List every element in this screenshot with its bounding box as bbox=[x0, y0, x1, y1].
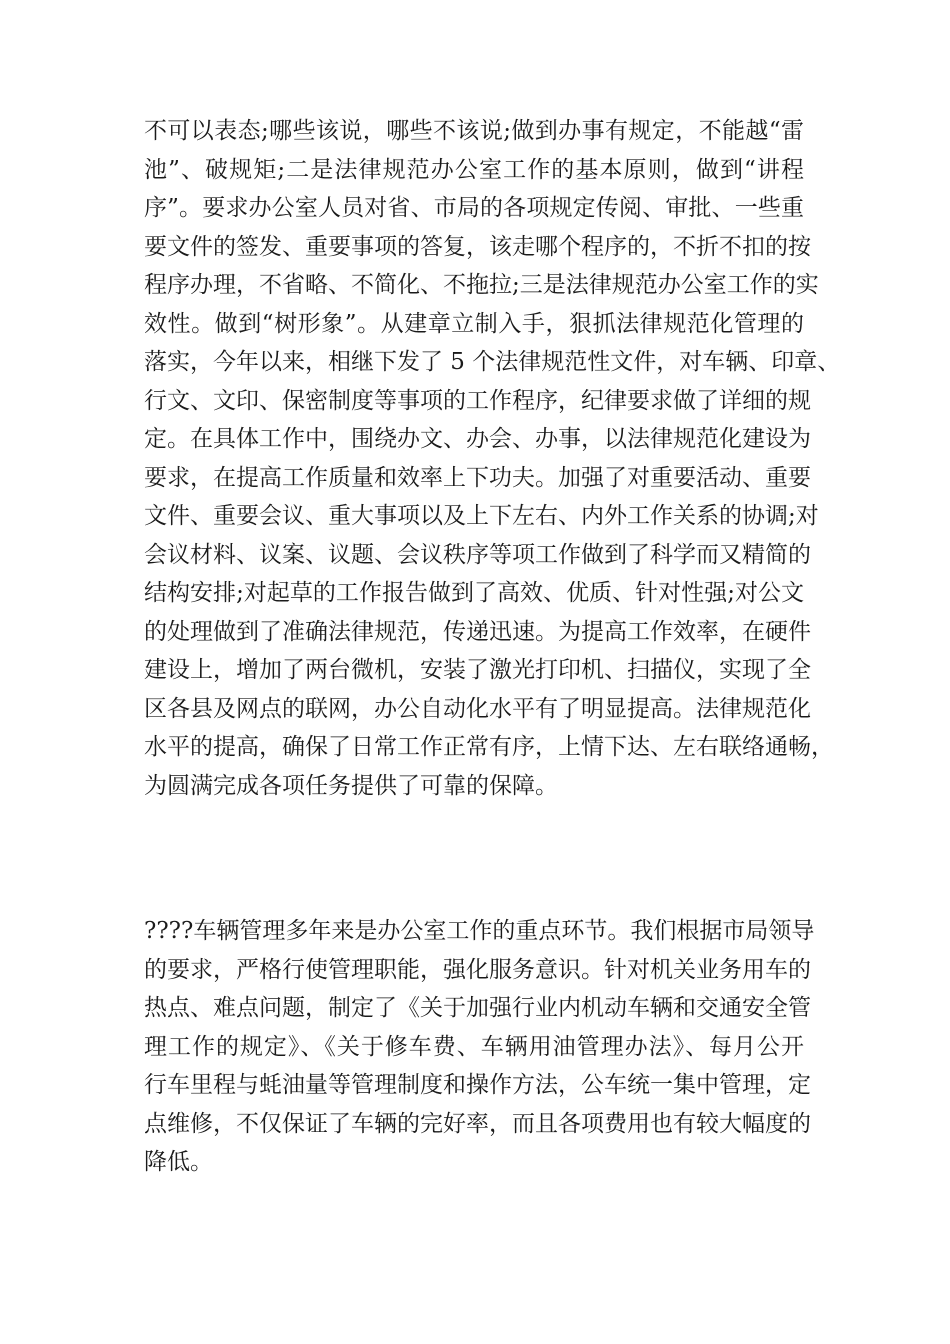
text-line: 不可以表态;哪些该说，哪些不该说;做到办事有规定，不能越“雷 bbox=[144, 118, 804, 144]
text-line: 区各县及网点的联网，办公自动化水平有了明显提高。法律规范化 bbox=[144, 695, 811, 722]
text-line: 会议材料、议案、议题、会议秩序等项工作做到了科学而又精简的 bbox=[144, 541, 811, 568]
text-line: ????车辆管理多年来是办公室工作的重点环节。我们根据市局领导 bbox=[144, 918, 815, 944]
text-line: 结构安排;对起草的工作报告做到了高效、优质、针对性强;对公文 bbox=[144, 580, 804, 606]
text-line: 理工作的规定》、《关于修车费、车辆用油管理办法》、每月公开 bbox=[144, 1033, 804, 1060]
text-line: 行文、文印、保密制度等事项的工作程序，纪律要求做了详细的规 bbox=[144, 387, 811, 414]
text-line: 序”。要求办公室人员对省、市局的各项规定传阅、审批、一些重 bbox=[144, 195, 804, 221]
text-line: 热点、难点问题，制定了《关于加强行业内机动车辆和交通安全管 bbox=[144, 995, 811, 1021]
text-line: 要求，在提高工作质量和效率上下功夫。加强了对重要活动、重要 bbox=[144, 464, 811, 491]
text-line: 要文件的签发、重要事项的答复，该走哪个程序的，不折不扣的按 bbox=[144, 233, 811, 260]
text-line: 的处理做到了准确法律规范，传递迅速。为提高工作效率，在硬件 bbox=[144, 618, 811, 645]
text-line: 池”、破规矩;二是法律规范办公室工作的基本原则，做到“讲程 bbox=[144, 156, 804, 183]
text-line: 建设上，增加了两台微机，安装了激光打印机、扫描仪，实现了全 bbox=[144, 657, 811, 683]
text-line: 水平的提高，确保了日常工作正常有序，上情下达、左右联络通畅， bbox=[144, 734, 834, 760]
text-line: 行车里程与蚝油量等管理制度和操作方法，公车统一集中管理，定 bbox=[144, 1072, 811, 1098]
paragraph-office-regulation bbox=[144, 112, 841, 805]
text-line: 程序办理，不省略、不简化、不拖拉;三是法律规范办公室工作的实 bbox=[144, 272, 819, 298]
paragraph-vehicle-management bbox=[144, 912, 815, 1182]
text-line: 效性。做到“树形象”。从建章立制入手，狠抓法律规范化管理的 bbox=[144, 310, 804, 337]
text-line: 降低。 bbox=[144, 1149, 213, 1175]
text-line: 为圆满完成各项任务提供了可靠的保障。 bbox=[144, 772, 558, 799]
text-line: 文件、重要会议、重大事项以及上下左右、内外工作关系的协调;对 bbox=[144, 503, 819, 529]
text-line: 点维修，不仅保证了车辆的完好率，而且各项费用也有较大幅度的 bbox=[144, 1110, 811, 1137]
text-line: 落实，今年以来，相继下发了 5 个法律规范性文件，对车辆、印章、 bbox=[144, 349, 841, 375]
text-line: 的要求，严格行使管理职能，强化服务意识。针对机关业务用车的 bbox=[144, 956, 811, 983]
text-line: 定。在具体工作中，围绕办文、办会、办事，以法律规范化建设为 bbox=[144, 426, 811, 452]
